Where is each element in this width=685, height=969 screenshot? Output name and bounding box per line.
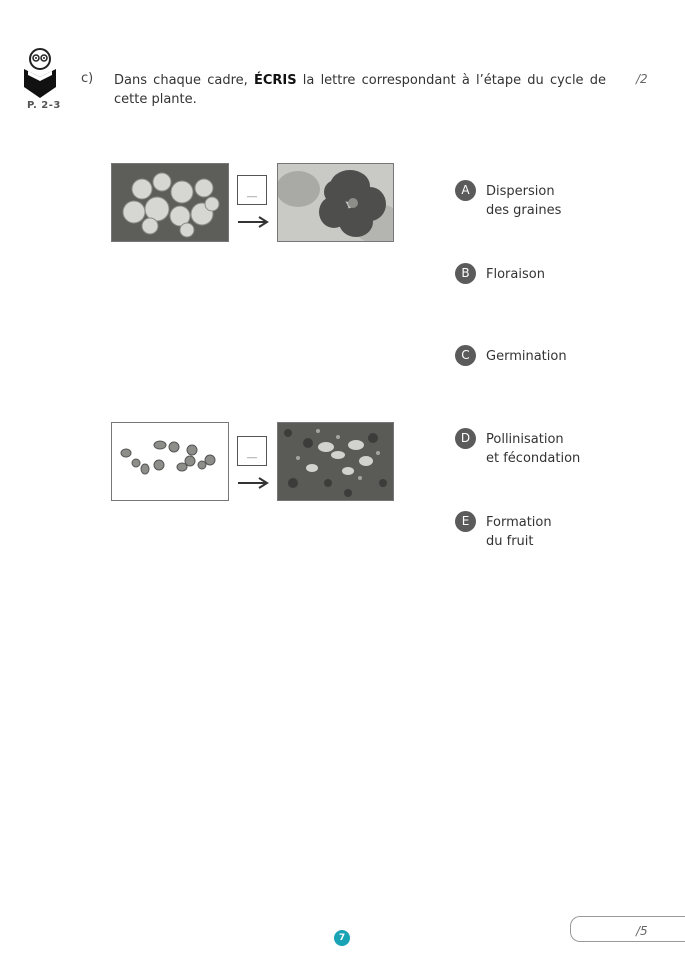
- answer-box[interactable]: __: [237, 436, 267, 466]
- arrow-right-icon: [237, 214, 269, 228]
- question-letter: c): [81, 71, 94, 86]
- option-line: des graines: [486, 203, 562, 218]
- sprouts-photo: [277, 422, 394, 501]
- total-score-box: [570, 916, 685, 942]
- page-reference: P. 2-3: [27, 100, 61, 111]
- question-text: [114, 71, 606, 109]
- mascot-reading-icon: [22, 47, 58, 99]
- answer-box[interactable]: __: [237, 175, 267, 205]
- option-line: Floraison: [486, 267, 545, 282]
- option-line: Germination: [486, 349, 567, 364]
- seeds-photo: [111, 422, 229, 501]
- option-line: Formation: [486, 515, 552, 530]
- total-score: /5: [636, 924, 648, 938]
- page-number: 7: [334, 930, 350, 946]
- option-b-label: [486, 265, 545, 284]
- clover-plant-photo: [111, 163, 229, 242]
- option-c-label: [486, 347, 567, 366]
- option-e-label: [486, 513, 552, 551]
- option-a-marker: A: [455, 180, 476, 201]
- question-score: /2: [636, 72, 648, 86]
- question-verb: ÉCRIS: [253, 73, 297, 88]
- flower-photo: [277, 163, 394, 242]
- question-text-part: Dans chaque cadre,: [114, 73, 254, 88]
- option-line: et fécondation: [486, 451, 581, 466]
- question-text-part: la lettre correspondant à l’étape du cycle de cette plante.: [114, 73, 606, 107]
- option-b-marker: B: [455, 263, 476, 284]
- option-line: Dispersion: [486, 184, 555, 199]
- arrow-right-icon: [237, 475, 269, 489]
- option-d-marker: D: [455, 428, 476, 449]
- option-line: Pollinisation: [486, 432, 564, 447]
- option-a-label: [486, 182, 561, 220]
- option-d-label: [486, 430, 580, 468]
- option-line: du fruit: [486, 534, 534, 549]
- option-c-marker: C: [455, 345, 476, 366]
- option-e-marker: E: [455, 511, 476, 532]
